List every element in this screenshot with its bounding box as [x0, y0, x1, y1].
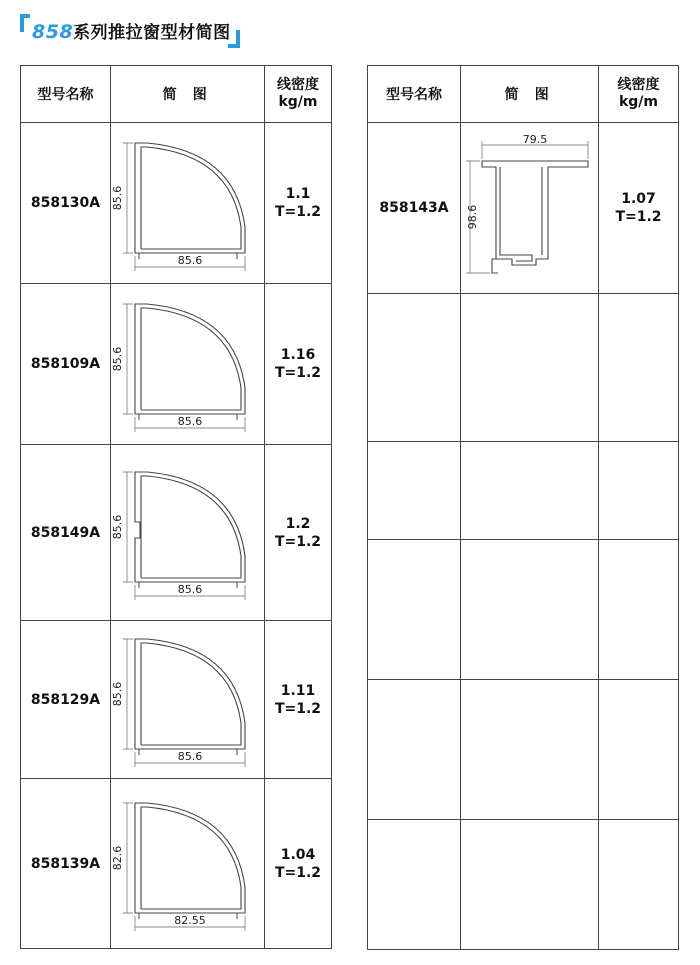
thickness-value: T=1.2: [615, 209, 662, 225]
model-name: 858109A: [21, 284, 111, 445]
empty-row: [368, 680, 679, 820]
profile-drawing: [462, 133, 597, 283]
empty-row: [368, 820, 679, 950]
profile-drawing: [110, 131, 263, 276]
density-value: 1.2: [285, 515, 311, 532]
title-bracket-bottom-right: [228, 30, 240, 48]
header-model: 型号名称: [21, 66, 111, 123]
dimension-vertical: 85.6: [110, 681, 124, 707]
empty-cell: [368, 442, 461, 540]
dimension-horizontal: 79.5: [522, 133, 548, 146]
density-cell: [265, 621, 332, 779]
model-name: 858143A: [368, 123, 461, 294]
thickness-value: T=1.2: [274, 365, 322, 381]
thickness-value: T=1.2: [274, 204, 322, 220]
header-figure: 简 图: [111, 66, 265, 123]
empty-cell: [599, 294, 679, 442]
empty-cell: [368, 680, 461, 820]
profile-drawing: [110, 292, 263, 437]
title-series-number: 858: [32, 21, 74, 43]
header-figure: 简 图: [461, 66, 599, 123]
thickness-value: T=1.2: [274, 700, 322, 717]
dimension-horizontal: 85.6: [177, 253, 202, 267]
page-title: [20, 14, 240, 48]
empty-cell: [461, 442, 599, 540]
empty-cell: [461, 540, 599, 680]
density-value: 1.07: [621, 191, 656, 207]
profile-row: [21, 779, 332, 949]
dimension-horizontal: 82.55: [173, 914, 206, 927]
density-cell: [265, 284, 332, 445]
empty-cell: [599, 442, 679, 540]
empty-cell: [368, 820, 461, 950]
dimension-vertical: 82.6: [110, 845, 124, 871]
dimension-horizontal: 85.6: [177, 750, 202, 763]
dimension-horizontal: 85.6: [177, 583, 202, 596]
profile-row: [21, 445, 332, 621]
header-density-unit: kg/m: [618, 94, 659, 110]
dimension-vertical: 85.6: [110, 185, 124, 210]
empty-row: [368, 442, 679, 540]
profile-figure-cell: [111, 123, 265, 284]
empty-cell: [599, 820, 679, 950]
profile-figure-cell: [111, 621, 265, 779]
empty-cell: [368, 294, 461, 442]
profile-row: [368, 123, 679, 294]
profile-figure-cell: [461, 123, 599, 294]
header-model: 型号名称: [368, 66, 461, 123]
density-cell: [599, 123, 679, 294]
thickness-value: T=1.2: [274, 864, 322, 881]
empty-cell: [599, 680, 679, 820]
empty-cell: [599, 540, 679, 680]
empty-cell: [461, 294, 599, 442]
density-value: 1.04: [280, 846, 316, 863]
header-density: [599, 66, 679, 123]
model-name: 858139A: [21, 779, 111, 949]
profile-figure-cell: [111, 779, 265, 949]
empty-row: [368, 540, 679, 680]
profile-drawing: [110, 627, 263, 772]
empty-row: [368, 294, 679, 442]
profile-row: [21, 123, 332, 284]
dimension-vertical: 85.6: [110, 514, 124, 540]
header-density-unit: kg/m: [278, 94, 318, 110]
dimension-vertical: 98.6: [466, 204, 479, 230]
model-name: 858130A: [21, 123, 111, 284]
left-profile-table: [20, 65, 332, 949]
empty-cell: [461, 680, 599, 820]
empty-cell: [368, 540, 461, 680]
density-cell: [265, 123, 332, 284]
profile-figure-cell: [111, 445, 265, 621]
right-profile-table: [367, 65, 679, 950]
density-cell: [265, 445, 332, 621]
header-density-label: 线密度: [617, 77, 660, 93]
model-name: 858149A: [21, 445, 111, 621]
header-density: [265, 66, 332, 123]
dimension-vertical: 85.6: [110, 346, 124, 371]
header-row: [21, 66, 332, 123]
profile-drawing: [110, 791, 263, 936]
profile-row: [21, 621, 332, 779]
density-value: 1.16: [280, 347, 316, 363]
header-density-label: 线密度: [277, 77, 319, 93]
profile-row: [21, 284, 332, 445]
dimension-horizontal: 85.6: [177, 414, 202, 428]
empty-cell: [461, 820, 599, 950]
model-name: 858129A: [21, 621, 111, 779]
title-text: 系列推拉窗型材简图: [73, 23, 231, 43]
density-value: 1.11: [280, 682, 316, 699]
profile-figure-cell: [111, 284, 265, 445]
header-row: [368, 66, 679, 123]
thickness-value: T=1.2: [274, 533, 322, 550]
profile-drawing: [110, 460, 263, 605]
title-bracket-top-left: [20, 14, 30, 32]
density-value: 1.1: [285, 186, 311, 202]
density-cell: [265, 779, 332, 949]
